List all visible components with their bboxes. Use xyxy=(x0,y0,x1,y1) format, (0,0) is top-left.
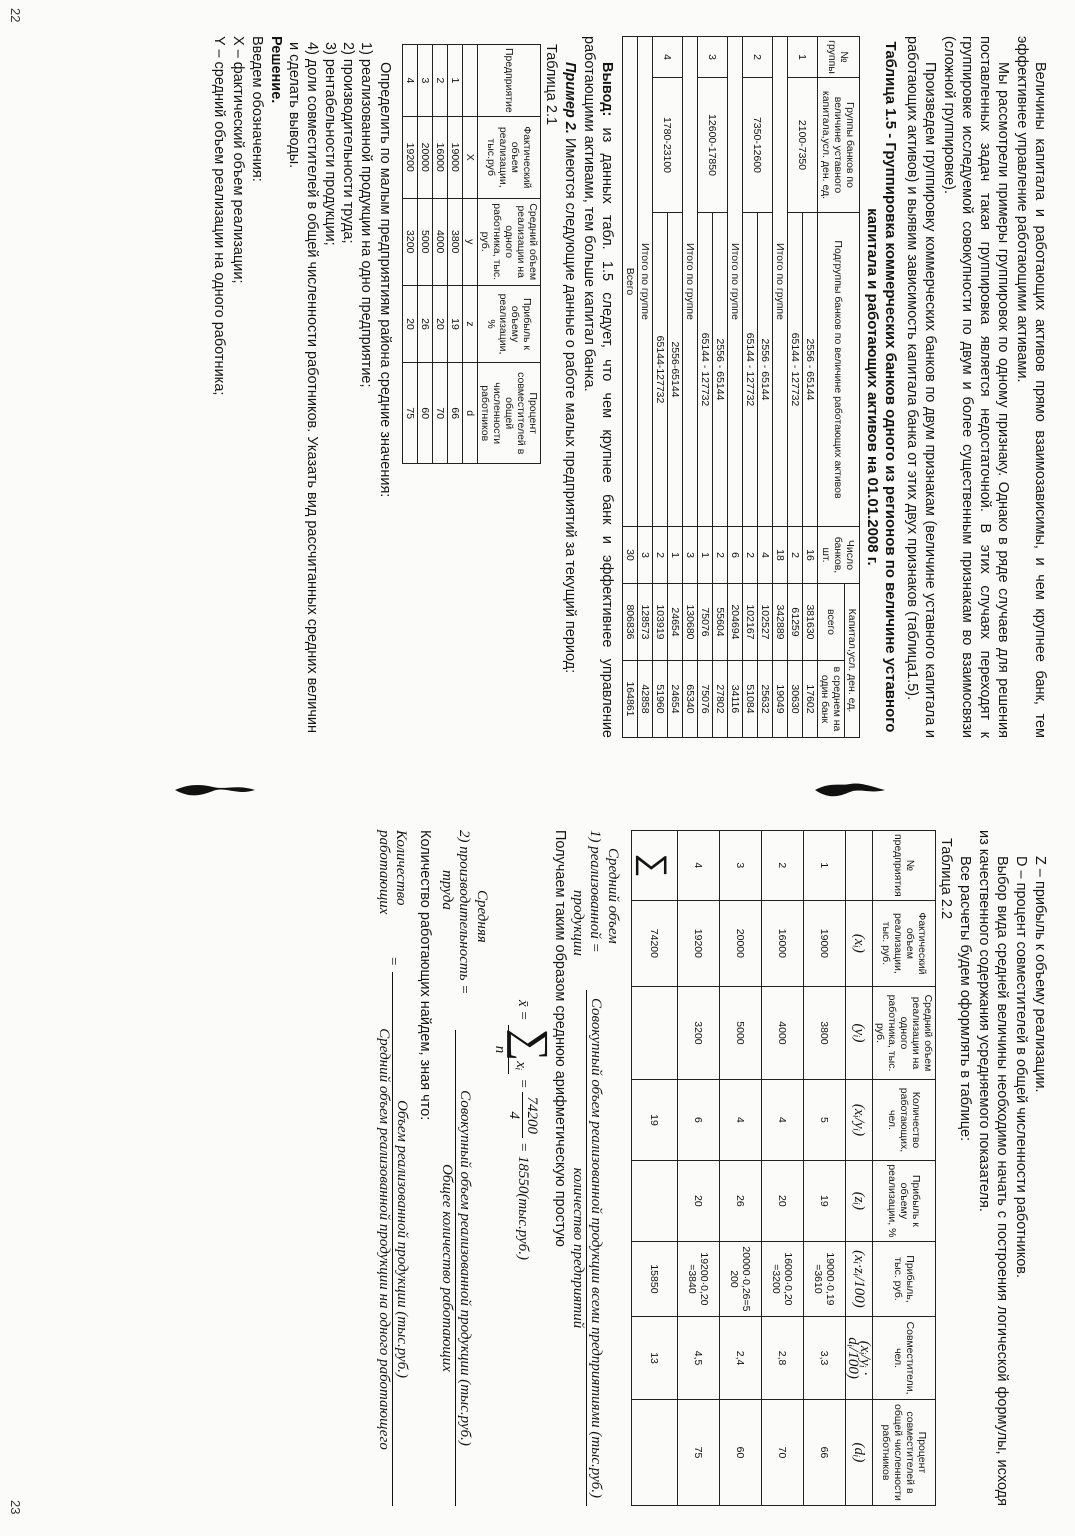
t21-cell: 19 xyxy=(448,285,463,363)
t21-symbol: z xyxy=(463,285,478,363)
t15-cell: 51084 xyxy=(743,661,758,738)
f1-value-num: 74200 xyxy=(523,1092,541,1138)
t21-cell: 1 xyxy=(448,45,463,117)
t15-header-group-no: № группы xyxy=(818,37,860,78)
f2-left-text2: труда xyxy=(439,870,456,910)
f1-numerator: Совокупный объем реализованной продукции всеми предприятиями (тыс.руб.) xyxy=(586,990,604,1506)
t22-cell: 5 xyxy=(804,1079,846,1160)
t22-cell: 20000 xyxy=(720,900,762,986)
t15-cell: 2556 - 65144 xyxy=(758,213,773,527)
t21-row xyxy=(403,45,418,464)
t15-cell: 164861 xyxy=(623,661,638,738)
t21-symbol: X xyxy=(463,116,478,198)
t21-cell: 2 xyxy=(433,45,448,117)
t15-cell: 4 xyxy=(758,527,773,584)
formula-workers xyxy=(375,830,410,1506)
sigma-icon: ∑ xyxy=(507,1028,558,1062)
t22-cell: 19000 xyxy=(804,900,846,986)
page-number-right: 23 xyxy=(8,1500,23,1515)
t15-cell: 3 xyxy=(638,527,653,584)
t21-cell: 70 xyxy=(433,363,448,464)
t22-cell: 20 xyxy=(678,1161,720,1242)
t21-cell: 3 xyxy=(418,45,433,117)
f1-result: = 18550(тыс.руб.) xyxy=(515,1141,532,1260)
table-1-5-title: Таблица 1.5 - Группировка коммерческих банков одного из регионов по величине уставного капитала и работающих активов на 01.01.2008 г. xyxy=(864,41,899,733)
t21-symbol: y xyxy=(463,198,478,285)
table-2-1-caption: Таблица 2.1 xyxy=(543,44,559,126)
t21-cell: 4000 xyxy=(433,198,448,285)
t15-row xyxy=(713,37,728,738)
t15-cell: 204694 xyxy=(728,584,743,661)
t15-cell: 2 xyxy=(743,527,758,584)
t22-symbol: (xᵢ/yᵢ) xyxy=(846,1079,873,1160)
t22-cell: 74200 xyxy=(632,900,678,986)
t21-header: Фактический объем реализации, тыс.руб xyxy=(478,116,541,198)
f3-numerator: Объем реализованной продукции (тыс.руб.) xyxy=(392,972,410,1506)
t21-cell: 75 xyxy=(403,363,418,464)
paragraph-two-criteria: Произведем группировку коммерческих банков по двум признакам (величине уставного капитала и работающих активов) и выявим зависимость капитала банка от этих двух признаков (таблица1.5). xyxy=(904,36,938,738)
conclusion-label: Вывод: xyxy=(599,62,615,117)
t21-header: Процент совместителей в общей численности работников xyxy=(478,363,541,464)
t15-cell: 75076 xyxy=(698,661,713,738)
t22-cell: 4 xyxy=(762,1079,804,1160)
t21-cell: 26 xyxy=(418,285,433,363)
t21-cell: 20 xyxy=(403,285,418,363)
formula-arithmetic-mean xyxy=(492,1000,558,1506)
page-number-left: 22 xyxy=(8,8,23,23)
t22-cell: 4 xyxy=(678,831,720,901)
t22-cell: 6 xyxy=(678,1079,720,1160)
t15-cell: 6 xyxy=(728,527,743,584)
example-label: Пример 2. xyxy=(562,62,578,134)
t15-row xyxy=(758,37,773,738)
t21-row xyxy=(433,45,448,464)
paragraph-table-intro: Все расчеты будем оформлять в таблице: xyxy=(957,856,973,1142)
t15-cell: 30630 xyxy=(788,661,803,738)
t22-symbol: (xᵢ/yᵢ · dᵢ/100) xyxy=(846,1317,873,1400)
table-2-2 xyxy=(631,830,936,1506)
t22-cell: 19200 xyxy=(678,900,720,986)
t21-cell: 16000 xyxy=(433,116,448,198)
t22-cell: 3 xyxy=(720,831,762,901)
t15-cell: 19049 xyxy=(773,661,788,738)
t15-cell: 75076 xyxy=(698,584,713,661)
t22-cell: 4 xyxy=(720,1079,762,1160)
t15-cell: 65144 - 127732 xyxy=(788,213,803,527)
t22-header: Прибыль, тыс. руб. xyxy=(873,1241,936,1317)
t21-cell: 19200 xyxy=(403,116,418,198)
f1-label-top: Средний объем xyxy=(605,848,621,944)
t15-cell: 2556 - 65144 xyxy=(803,213,818,527)
t21-cell: 3200 xyxy=(403,198,418,285)
task-list xyxy=(285,42,375,738)
t22-cell: 5000 xyxy=(720,987,762,1080)
t22-cell xyxy=(632,1161,678,1242)
f3-left xyxy=(376,830,410,950)
t22-cell: 19000·0,19 =3610 xyxy=(804,1241,846,1317)
t15-group-num: 3 xyxy=(698,37,728,78)
t22-cell: 19200·0,20 =3840 xyxy=(678,1241,720,1317)
t21-row xyxy=(418,45,433,464)
t15-cell: 65340 xyxy=(683,661,698,738)
t15-cell: 16 xyxy=(803,527,818,584)
t21-cell: 3800 xyxy=(448,198,463,285)
formula-productivity xyxy=(438,830,490,1506)
t21-symbol xyxy=(463,45,478,117)
t22-header: № предприятия xyxy=(873,831,936,901)
t21-cell: 4 xyxy=(403,45,418,117)
t22-header: Прибыль к объему реализации, % xyxy=(873,1161,936,1242)
t15-cell: 102527 xyxy=(758,584,773,661)
task-intro: Определить по малым предприятиям района средние значения: xyxy=(377,62,393,498)
f1-value-den: 4 xyxy=(506,1111,523,1119)
paragraph-example xyxy=(561,36,579,738)
notation-item: Y – средний объем реализации на одного работника; xyxy=(211,36,227,396)
t15-cell: 25632 xyxy=(758,661,773,738)
t15-group-range: 2100-7350 xyxy=(788,78,818,213)
t22-header: Процент совместителей в общей численности работников xyxy=(873,1399,936,1505)
paragraph-capital: Величины капитала и работающих активов прямо взаимозависимы, и чем крупнее банк, тем эффективнее управление работающими активами. xyxy=(1014,36,1048,738)
t15-cell: 24654 xyxy=(668,661,683,738)
t15-cell: 51960 xyxy=(653,661,668,738)
t22-cell: 3,3 xyxy=(804,1317,846,1400)
f1-value-fraction xyxy=(506,1092,541,1138)
table-2-1 xyxy=(402,44,541,464)
f1-denominator: количество предприятий xyxy=(570,1167,586,1329)
f2-row xyxy=(438,830,473,1506)
notation-item: D – процент совместителей в общей численности работников. xyxy=(1013,856,1029,1279)
t22-cell: 20 xyxy=(762,1161,804,1242)
t15-grand-total-row xyxy=(623,37,638,738)
t15-cell: 65144 - 127732 xyxy=(743,213,758,527)
t15-cell: 2 xyxy=(653,527,668,584)
t22-symbol: (zᵢ) xyxy=(846,1161,873,1242)
t22-row xyxy=(678,831,720,1506)
t22-cell: 60 xyxy=(720,1399,762,1505)
conclusion-text: из данных табл. 1.5 следует, что чем крупнее банк и эффективнее управление работающими активами, тем больше капитал банка. xyxy=(581,36,615,738)
paragraph-formula-choice: Выбор вида средней величины необходимо начать с построения логической формулы, исходя из качественного содержания усредняемого показателя. xyxy=(976,830,1010,1506)
t21-header: Прибыль к объему реализации, % xyxy=(478,285,541,363)
f2-left xyxy=(439,830,473,1030)
f1-lhs: x̄ = xyxy=(515,1000,532,1021)
t15-cell: 27802 xyxy=(713,661,728,738)
paragraph-grouping: Мы рассмотрели примеры группировок по одному признаку. Однако в ряде случаев для решения поставленных задач такая группировка является недостаточной. В этих случаях переходят к группировке исследуемой совокупности по двум и более существенным признакам во взаимосвязи (сложной группировке). xyxy=(941,36,1011,738)
t15-cell: 61259 xyxy=(788,584,803,661)
t21-cell: 19000 xyxy=(448,116,463,198)
t15-group-total-row xyxy=(638,37,653,738)
t22-cell: 75 xyxy=(678,1399,720,1505)
t15-cell: 34116 xyxy=(728,661,743,738)
t22-cell: 3800 xyxy=(804,987,846,1080)
f2-left-text: 2) производительность = xyxy=(456,830,473,995)
t22-cell: 15850 xyxy=(632,1241,678,1317)
t15-group-num: 2 xyxy=(743,37,773,78)
t15-cell: Итого по группе xyxy=(638,37,653,527)
t15-header-capital-avg: в среднем на один банк xyxy=(818,661,845,738)
f1-left xyxy=(570,830,604,990)
t15-cell: Итого по группе xyxy=(683,37,698,527)
t15-cell: Итого по группе xyxy=(773,37,788,527)
t15-cell: 55604 xyxy=(713,584,728,661)
t22-sum-row xyxy=(632,831,678,1506)
t15-cell: 1 xyxy=(698,527,713,584)
f1-intro: Получаем таким образом среднюю арифметическую простую xyxy=(552,830,568,1247)
sum-icon: ∑ xyxy=(632,831,678,901)
task-item: 4) доли совместителей в общей численности работников. Указать вид рассчитанных средних величин и сделать выводы. xyxy=(286,42,320,733)
f2-numerator: Совокупный объем реализованной продукции (тыс.руб.) xyxy=(455,1030,473,1506)
t15-cell: 102167 xyxy=(743,584,758,661)
t22-cell: 16000 xyxy=(762,900,804,986)
formula-avg-sales xyxy=(569,830,621,1506)
example-text: Имеются следующие данные о работе малых предприятий за текущий период: xyxy=(562,133,578,674)
t15-cell: 24654 xyxy=(668,584,683,661)
t22-row xyxy=(804,831,846,1506)
t21-symbol: d xyxy=(463,363,478,464)
notation-intro: Введем обозначения: xyxy=(249,36,265,182)
t15-cell: 42858 xyxy=(638,661,653,738)
f2-denominator: Общее количество работающих xyxy=(439,1164,455,1372)
t15-cell: 1 xyxy=(668,527,683,584)
t15-cell: 3 xyxy=(683,527,698,584)
t15-header-bank-count: Число банков, шт. xyxy=(818,527,860,584)
f1-fraction xyxy=(569,990,604,1506)
table-1-5 xyxy=(622,36,860,738)
ink-blot xyxy=(175,760,255,820)
t15-group-range: 1780-23100 xyxy=(653,78,683,213)
t22-cell: 2 xyxy=(762,831,804,901)
paragraph-conclusion xyxy=(580,36,616,738)
f1-row xyxy=(569,830,604,1506)
t21-header: Предприятие xyxy=(478,45,541,117)
t22-symbol xyxy=(846,831,873,901)
t22-symbol: (yᵢ) xyxy=(846,987,873,1080)
f1-sigma-term: xᵢ xyxy=(513,1061,529,1071)
t21-header: Средний объем реализации на одного работника, тыс. руб. xyxy=(478,198,541,285)
t15-group-range: 12600-17850 xyxy=(698,78,728,213)
t22-row xyxy=(762,831,804,1506)
t22-symbol: (dᵢ) xyxy=(846,1399,873,1505)
t15-cell: 130680 xyxy=(683,584,698,661)
t15-cell: 18 xyxy=(773,527,788,584)
t22-cell: 70 xyxy=(762,1399,804,1505)
t15-header-capital: Капитал,усл. ден. ед. xyxy=(845,584,860,738)
f2-label-top: Средняя xyxy=(474,890,490,943)
t22-cell: 19 xyxy=(804,1161,846,1242)
f3-left-text2: работающих xyxy=(376,830,393,915)
t22-header: Количество работающих, чел. xyxy=(873,1079,936,1160)
t15-group-range: 7350-12600 xyxy=(743,78,773,213)
t15-header-capital-groups: Группы банков по величине уставного капитала,усл. ден. ед. xyxy=(818,78,860,213)
t21-cell: 20000 xyxy=(418,116,433,198)
t15-cell: 65144 - 127732 xyxy=(698,213,713,527)
t21-cell: 5000 xyxy=(418,198,433,285)
notation-item: Z – прибыль к объему реализации. xyxy=(1032,856,1048,1093)
t22-cell: 20000·0,26=5 200 xyxy=(720,1241,762,1317)
right-page xyxy=(0,812,1075,1536)
t15-cell: 103919 xyxy=(653,584,668,661)
task-item: 2) производительности труда; xyxy=(340,42,356,244)
t15-header-capital-total: всего xyxy=(818,584,845,661)
t22-cell: 4000 xyxy=(762,987,804,1080)
t22-cell: 16000·0,20 =3200 xyxy=(762,1241,804,1317)
t15-cell: 65144-127732 xyxy=(653,213,668,527)
notation-item: X – фактический объем реализации; xyxy=(230,36,246,284)
t22-cell: 66 xyxy=(804,1399,846,1505)
t15-cell: Всего xyxy=(623,37,638,527)
t22-cell: 3200 xyxy=(678,987,720,1080)
t22-header: Средний объем реализации на одного работника, тыс. руб. xyxy=(873,987,936,1080)
t15-row xyxy=(668,37,683,738)
t22-symbol: (xᵢ·zᵢ/100) xyxy=(846,1241,873,1317)
t22-cell xyxy=(632,1399,678,1505)
f3-left-text: Количество xyxy=(393,830,410,906)
t22-cell: 26 xyxy=(720,1161,762,1242)
t22-header: Совместители, чел. xyxy=(873,1317,936,1400)
task-item: 3) рентабельности продукции; xyxy=(322,42,338,246)
t21-cell: 20 xyxy=(433,285,448,363)
t22-header: Фактический объем реализации, тыс. руб. xyxy=(873,900,936,986)
t22-cell: 19 xyxy=(632,1079,678,1160)
t15-cell: Итого по группе xyxy=(728,37,743,527)
t21-cell: 60 xyxy=(418,363,433,464)
t22-cell: 4,5 xyxy=(678,1317,720,1400)
t15-cell: 342889 xyxy=(773,584,788,661)
t15-cell: 17602 xyxy=(803,661,818,738)
t21-cell: 66 xyxy=(448,363,463,464)
t15-group-total-row xyxy=(773,37,788,738)
t15-group-total-row xyxy=(728,37,743,738)
t15-group-num: 4 xyxy=(653,37,683,78)
solution-label: Решение. xyxy=(268,36,284,104)
t22-cell xyxy=(632,987,678,1080)
f1-left-text: 1) реализованной = xyxy=(587,830,604,953)
t15-cell: 128573 xyxy=(638,584,653,661)
t15-cell: 2 xyxy=(788,527,803,584)
t22-cell: 2,4 xyxy=(720,1317,762,1400)
f2-fraction xyxy=(438,1030,473,1506)
t22-cell: 1 xyxy=(804,831,846,901)
f1-left-text2: продукции xyxy=(570,890,587,956)
t22-row xyxy=(720,831,762,1506)
f1-eq: = xyxy=(515,1078,532,1089)
t15-row xyxy=(803,37,818,738)
f1-sigma-num xyxy=(507,1025,558,1075)
t15-cell: 2 xyxy=(713,527,728,584)
f3-fraction xyxy=(375,972,410,1506)
t22-symbol: (xᵢ) xyxy=(846,900,873,986)
t15-cell: 30 xyxy=(623,527,638,584)
f3-eq: = xyxy=(385,956,401,967)
t15-cell: 806836 xyxy=(623,584,638,661)
t15-cell: 381630 xyxy=(803,584,818,661)
f3-denominator: Средний объем реализованной продукции на одного работающего xyxy=(376,1028,392,1450)
table-2-2-caption: Таблица 2.2 xyxy=(938,838,954,920)
t21-row xyxy=(448,45,463,464)
f1-sigma-fraction xyxy=(491,1025,558,1075)
f2-intro: Количество работающих найдем, зная что: xyxy=(417,830,433,1121)
t15-cell: 2556-65144 xyxy=(668,213,683,527)
task-item: 1) реализованной продукции на одно предприятие; xyxy=(358,42,374,388)
ink-blot xyxy=(815,760,885,820)
left-page xyxy=(0,0,1075,760)
t15-group-total-row xyxy=(683,37,698,738)
t22-cell: 2,8 xyxy=(762,1317,804,1400)
t15-cell: 2556 - 65144 xyxy=(713,213,728,527)
t15-group-num: 1 xyxy=(788,37,818,78)
t22-cell: 13 xyxy=(632,1317,678,1400)
t15-header-asset-subgroups: Подгруппы банков по величине работающих активов xyxy=(818,213,860,527)
f1-sigma-den: n xyxy=(492,1045,508,1054)
